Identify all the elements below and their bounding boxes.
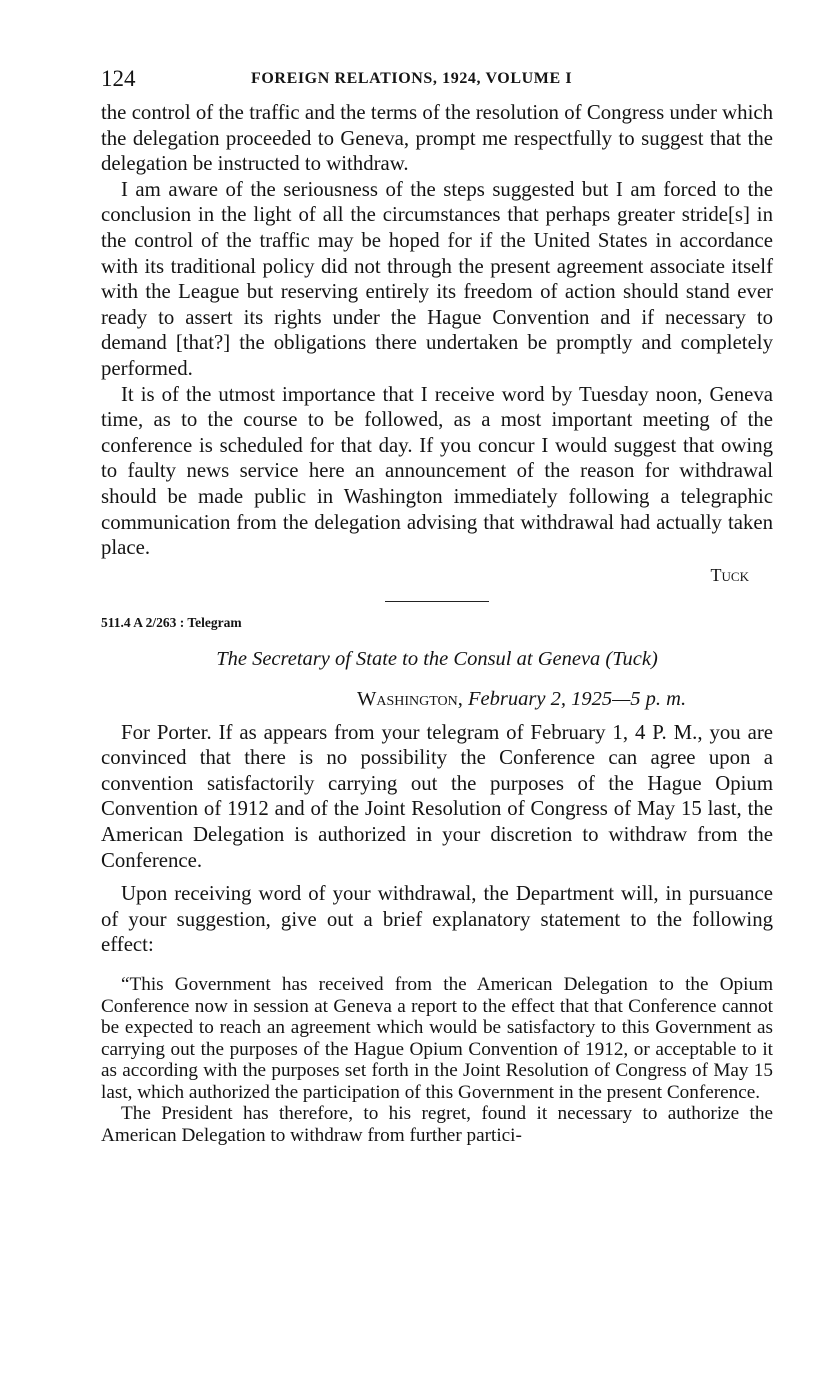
page-number: 124 [101, 66, 136, 91]
paragraph: Upon receiving word of your withdrawal, the Department will, in pursuance of your suggestion, give out a brief explanatory statement to the following effect: [101, 882, 773, 957]
document-page [101, 66, 773, 1146]
running-head: FOREIGN RELATIONS, 1924, VOLUME I [251, 70, 573, 87]
paragraph: the control of the traffic and the terms of the resolution of Congress under which the delegation proceeded to Geneva, prompt me respectfully to suggest that the delegation be instructed to withdraw. [101, 101, 773, 176]
dateline-place: Washington, [357, 687, 463, 710]
page-header [101, 66, 773, 100]
quoted-statement: “This Government has received from the American Delegation to the Opium Conference now in session at Geneva a report to the effect that that Conference cannot be expected to reach an agreement which would be satisfactory to this Government as carrying out the purposes of the Hague Opium Convention of 1912, or acceptable to it as according with the purposes set forth in the Joint Resolution of Congress of May 15 last, which authorized the participation of this Government in the present Conference. [101, 974, 773, 1103]
file-reference: 511.4 A 2/263 : Telegram [101, 614, 242, 630]
quoted-statement: The President has therefore, to his regret, found it necessary to authorize the American Delegation to withdraw from further partici- [101, 1103, 773, 1146]
section-divider [385, 601, 489, 602]
paragraph: I am aware of the seriousness of the steps suggested but I am forced to the conclusion in the light of all the circumstances that perhaps greater stride[s] in the control of the traffic may be hoped for if the United States in accordance with its traditional policy did not through the present agreement associate itself with the League but reserving entirely its freedom of action should stand ever ready to assert its rights under the Hague Convention and if necessary to demand [that?] the obligations there undertaken be promptly and completely performed. [101, 177, 773, 380]
document-title: The Secretary of State to the Consul at Geneva (Tuck) [216, 647, 658, 670]
telegram-continuation [101, 100, 773, 587]
telegram-document [101, 614, 773, 1146]
dateline [357, 686, 773, 712]
paragraph: For Porter. If as appears from your telegram of February 1, 4 P. M., you are convinced that there is no possibility the Conference can agree upon a convention satisfactorily carrying out the purposes of the Hague Opium Convention of 1912 and of the Joint Resolution of Congress of May 15 last, the American Delegation is authorized in your discretion to withdraw from the Conference. [101, 720, 773, 872]
dateline-date: February 2, 1925—5 p. m. [468, 687, 687, 710]
signature: Tuck [710, 564, 749, 585]
paragraph: It is of the utmost importance that I receive word by Tuesday noon, Geneva time, as to the course to be followed, as a most important meeting of the conference is scheduled for that day. If you concur I would suggest that owing to faulty news service here an announcement of the reason for withdrawal should be made public in Washington immediately following a telegraphic communication from the delegation advising that withdrawal had actually taken place. [101, 382, 773, 560]
